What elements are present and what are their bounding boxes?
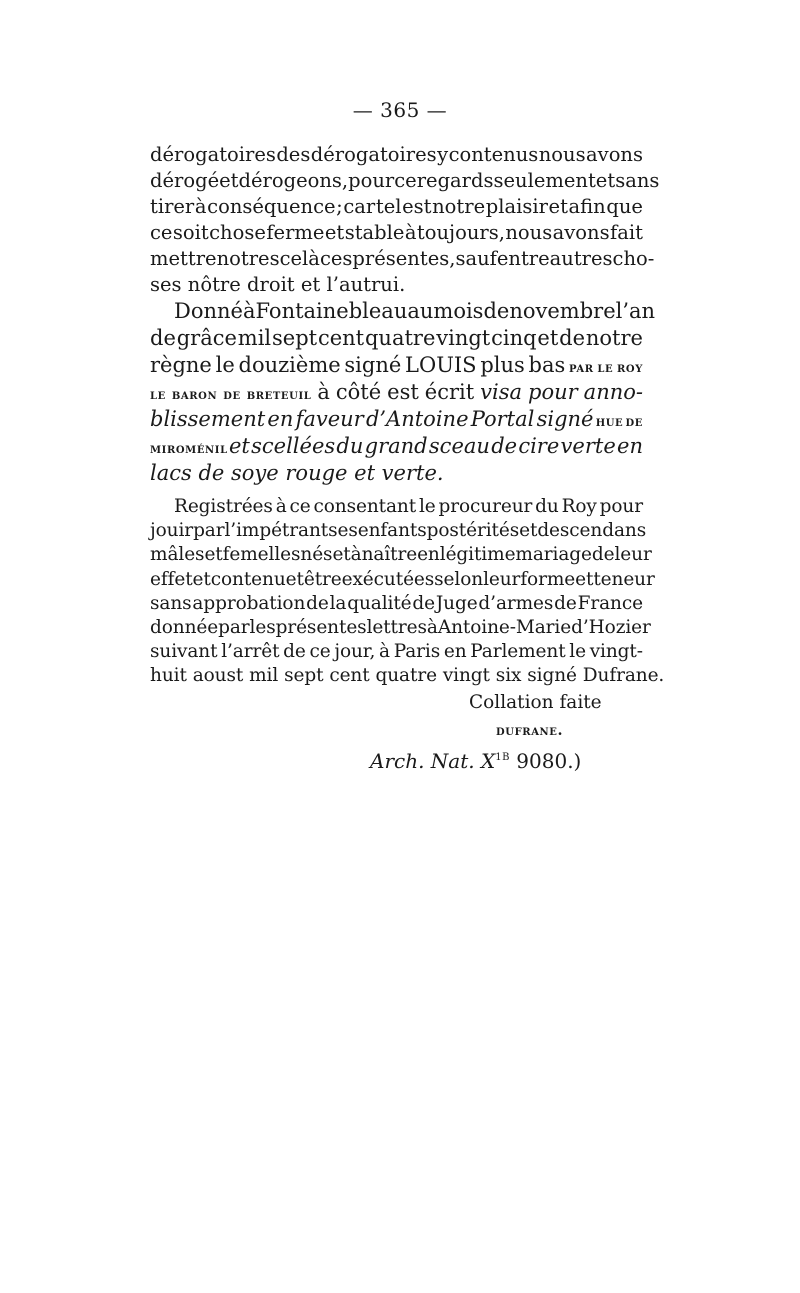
text-line (150, 379, 643, 406)
text-segment: écrit (424, 380, 475, 404)
word: par (193, 520, 225, 542)
word: vingt- (589, 641, 643, 663)
word: est (402, 195, 432, 218)
word: dérogatoires (150, 143, 276, 166)
word: avons (552, 221, 610, 244)
word: et (575, 568, 594, 590)
text-line (150, 168, 660, 194)
text-segment: LOUIS (405, 353, 477, 377)
text-segment: notre (585, 326, 643, 350)
italic-segment: visa (480, 380, 523, 404)
text-line (150, 568, 655, 592)
word: le (418, 496, 436, 517)
word: à (379, 641, 390, 663)
word: et (595, 169, 616, 192)
word: cho- (612, 247, 655, 270)
italic-segment: cire (518, 434, 560, 458)
word: sans (150, 592, 192, 614)
word: ce (289, 496, 311, 517)
word: Dufrane. (582, 665, 665, 687)
word: présentes (275, 616, 367, 638)
italic-segment: signé (536, 407, 594, 431)
text-line (150, 406, 643, 433)
small-caps-segment: de (223, 386, 241, 403)
word: leur (614, 544, 652, 566)
word: et (548, 195, 568, 218)
archive-number: 9080.) (516, 749, 582, 773)
word: regards (416, 169, 494, 192)
italic-segment: Portal (470, 407, 535, 431)
word: entre (496, 247, 550, 270)
word: toujours, (416, 221, 505, 244)
word: ; (336, 195, 343, 218)
word: le (569, 641, 586, 663)
text-segment: à (317, 380, 330, 404)
archive-label: Arch. Nat. X (370, 749, 496, 773)
word: ce (394, 169, 417, 192)
word: quatre (375, 665, 437, 687)
text-segment: mois (433, 299, 484, 323)
word: présentes,sauf (352, 247, 497, 270)
italic-segment: du (336, 434, 364, 458)
small-caps-segment: le (597, 359, 614, 376)
word: pour (599, 496, 643, 517)
word: scel (269, 247, 309, 270)
word: ce (309, 641, 331, 663)
word: chose (209, 221, 266, 244)
word: à (308, 247, 320, 270)
text-line (150, 272, 643, 298)
word: leur (483, 568, 521, 590)
text-segment: à (242, 299, 256, 323)
word: de (591, 544, 615, 566)
text-segment: grâce (176, 326, 237, 350)
paragraph-2 (150, 298, 656, 487)
text-line (150, 246, 655, 272)
word: être (303, 568, 342, 590)
word: qualité (347, 592, 412, 614)
word: consentant (313, 496, 417, 517)
word: aoust (192, 665, 244, 687)
text-line (150, 519, 647, 543)
word: la (329, 592, 347, 614)
text-segment: au (407, 299, 434, 323)
word: de (412, 592, 435, 614)
word: que (606, 195, 643, 218)
word: et (300, 273, 321, 296)
word: lettres (366, 616, 427, 638)
text-segment: plus (480, 353, 525, 377)
word: et (285, 568, 304, 590)
text-line (150, 298, 656, 325)
word: conséquence (207, 195, 336, 218)
word: sept (284, 665, 324, 687)
word: de (283, 641, 306, 663)
small-caps-segment: roy (617, 359, 643, 376)
word: à (275, 496, 287, 517)
italic-segment: de (491, 434, 518, 458)
word: soit (172, 221, 209, 244)
word: naître (361, 544, 418, 566)
text-segment: règne (150, 353, 212, 377)
small-caps-segment: breteuil (246, 386, 312, 403)
word: nous (505, 221, 553, 244)
paragraph-1 (150, 142, 660, 298)
text-line (150, 543, 652, 567)
word: Paris (393, 641, 441, 663)
word: fait (610, 221, 643, 244)
word: plaisir (485, 195, 548, 218)
word: procureur (438, 496, 533, 517)
word: l’autrui. (326, 273, 406, 296)
word: donnée (150, 616, 219, 638)
word: Juge (435, 592, 478, 614)
word: droit (247, 273, 295, 296)
italic-segment: anno- (583, 380, 643, 404)
word: de (554, 592, 577, 614)
word: effet (150, 568, 193, 590)
small-caps-segment: le (150, 386, 166, 403)
text-segment: le (215, 353, 235, 377)
word: contenus (448, 143, 539, 166)
text-line (150, 616, 651, 640)
text-segment: mil (237, 326, 272, 350)
text-line (150, 142, 643, 168)
word: les (249, 616, 276, 638)
text-segment: quatre (364, 326, 436, 350)
italic-segment: lacs de soye rouge et verte. (150, 461, 444, 485)
collation-line: Collation faite (469, 692, 602, 713)
word: l’impétrant (224, 520, 329, 542)
word: de (306, 592, 329, 614)
text-segment: de (150, 326, 176, 350)
italic-segment: faveur (295, 407, 364, 431)
word: six (495, 665, 522, 687)
italic-segment: sceau (428, 434, 490, 458)
word: d’armes (478, 592, 554, 614)
word: nôtre (187, 273, 241, 296)
word: et (519, 520, 538, 542)
word: nous (538, 143, 586, 166)
word: en (443, 641, 467, 663)
word: vingt (442, 665, 490, 687)
archive-reference (370, 749, 581, 773)
word: descendans (537, 520, 647, 542)
text-segment: douzième (238, 353, 341, 377)
text-segment: côté (335, 380, 382, 404)
small-caps-segment: miroménil (150, 440, 228, 457)
page-number: — 365 — (352, 98, 448, 122)
word: d’Hozier (571, 616, 651, 638)
italic-segment: en (267, 407, 294, 431)
text-segment: bas (528, 353, 566, 377)
text-segment: sept (272, 326, 318, 350)
text-segment: de (483, 299, 510, 323)
word: légitime (439, 544, 516, 566)
text-line (150, 325, 643, 352)
text-segment: Donné (174, 299, 243, 323)
word: France (577, 592, 643, 614)
word: dérogé (150, 169, 220, 192)
word: huit (150, 665, 187, 687)
word: mettre (150, 247, 217, 270)
word: suivant (150, 641, 218, 663)
word: y (437, 143, 449, 166)
word: tel (375, 195, 402, 218)
word: et (324, 221, 345, 244)
word: mariage (515, 544, 592, 566)
text-segment: l’an (615, 299, 656, 323)
word: tirer (150, 195, 195, 218)
italic-segment: blissement (150, 407, 266, 431)
text-line (150, 640, 643, 664)
word: contenu (210, 568, 286, 590)
word: teneur (593, 568, 655, 590)
small-caps-segment: de (625, 413, 643, 430)
word: à (404, 221, 417, 244)
word: jour, (334, 641, 376, 663)
word: et (192, 568, 211, 590)
word: car (343, 195, 376, 218)
italic-segment: verte (560, 434, 616, 458)
word: du (535, 496, 559, 517)
italic-segment: grand (364, 434, 428, 458)
word: Parlement (470, 641, 566, 663)
word: mil (249, 665, 279, 687)
text-line (150, 352, 643, 379)
italic-segment: en (617, 434, 643, 458)
word: par (218, 616, 250, 638)
word: cent (329, 665, 370, 687)
text-segment: est (387, 380, 419, 404)
word: avons (586, 143, 643, 166)
word: Roy (561, 496, 597, 517)
word: ce (150, 221, 173, 244)
small-caps-segment: baron (171, 386, 218, 403)
text-segment: et (537, 326, 559, 350)
word: à (426, 616, 438, 638)
word: l’arrêt (221, 641, 280, 663)
word: Registrées (174, 496, 273, 517)
text-line (150, 220, 643, 246)
text-line (150, 433, 643, 460)
text-segment: novembre (509, 299, 616, 323)
signature-name: dufrane. (496, 722, 564, 739)
small-caps-segment: par (569, 359, 594, 376)
word: notre (432, 195, 486, 218)
text-line (150, 460, 643, 487)
word: des (276, 143, 311, 166)
italic-segment: pour (528, 380, 578, 404)
word: postérités (426, 520, 520, 542)
word: ses (150, 273, 182, 296)
text-line (150, 664, 665, 688)
word: forme (520, 568, 576, 590)
word: sans (615, 169, 660, 192)
word: et (332, 544, 351, 566)
italic-segment: et (228, 434, 250, 458)
text-line (150, 495, 643, 519)
text-segment: Fontainebleau (255, 299, 408, 323)
word: signé (527, 665, 577, 687)
word: autres (549, 247, 613, 270)
word: mâles (150, 544, 205, 566)
italic-segment: d’Antoine (365, 407, 469, 431)
word: stable (344, 221, 405, 244)
word: nés (300, 544, 333, 566)
word: ses (328, 520, 358, 542)
text-line (150, 194, 643, 220)
word: et (219, 169, 239, 192)
word: en (417, 544, 440, 566)
word: et (204, 544, 223, 566)
small-caps-segment: hue (595, 413, 624, 430)
word: notre (216, 247, 270, 270)
italic-segment: scellées (251, 434, 336, 458)
word: pour (348, 169, 395, 192)
word: ces (319, 247, 353, 270)
word: seulement (493, 169, 596, 192)
paragraph-3 (150, 495, 665, 689)
word: selon (434, 568, 484, 590)
text-segment: vingt (436, 326, 491, 350)
text-segment: de (559, 326, 586, 350)
word: ferme (266, 221, 325, 244)
text-line (150, 592, 643, 616)
word: exécutées (341, 568, 435, 590)
text-segment: signé (344, 353, 402, 377)
archive-series: 1B (495, 752, 510, 763)
word: jouir (150, 520, 194, 542)
word: dérogatoires (310, 143, 437, 166)
word: à (194, 195, 207, 218)
word: à (350, 544, 362, 566)
word: enfants (357, 520, 427, 542)
word: femelles (222, 544, 301, 566)
text-segment: cinq (491, 326, 537, 350)
word: Antoine-Marie (437, 616, 572, 638)
word: dérogeons, (238, 169, 349, 192)
word: approbation (192, 592, 306, 614)
text-segment: cent (317, 326, 365, 350)
word: afin (568, 195, 606, 218)
